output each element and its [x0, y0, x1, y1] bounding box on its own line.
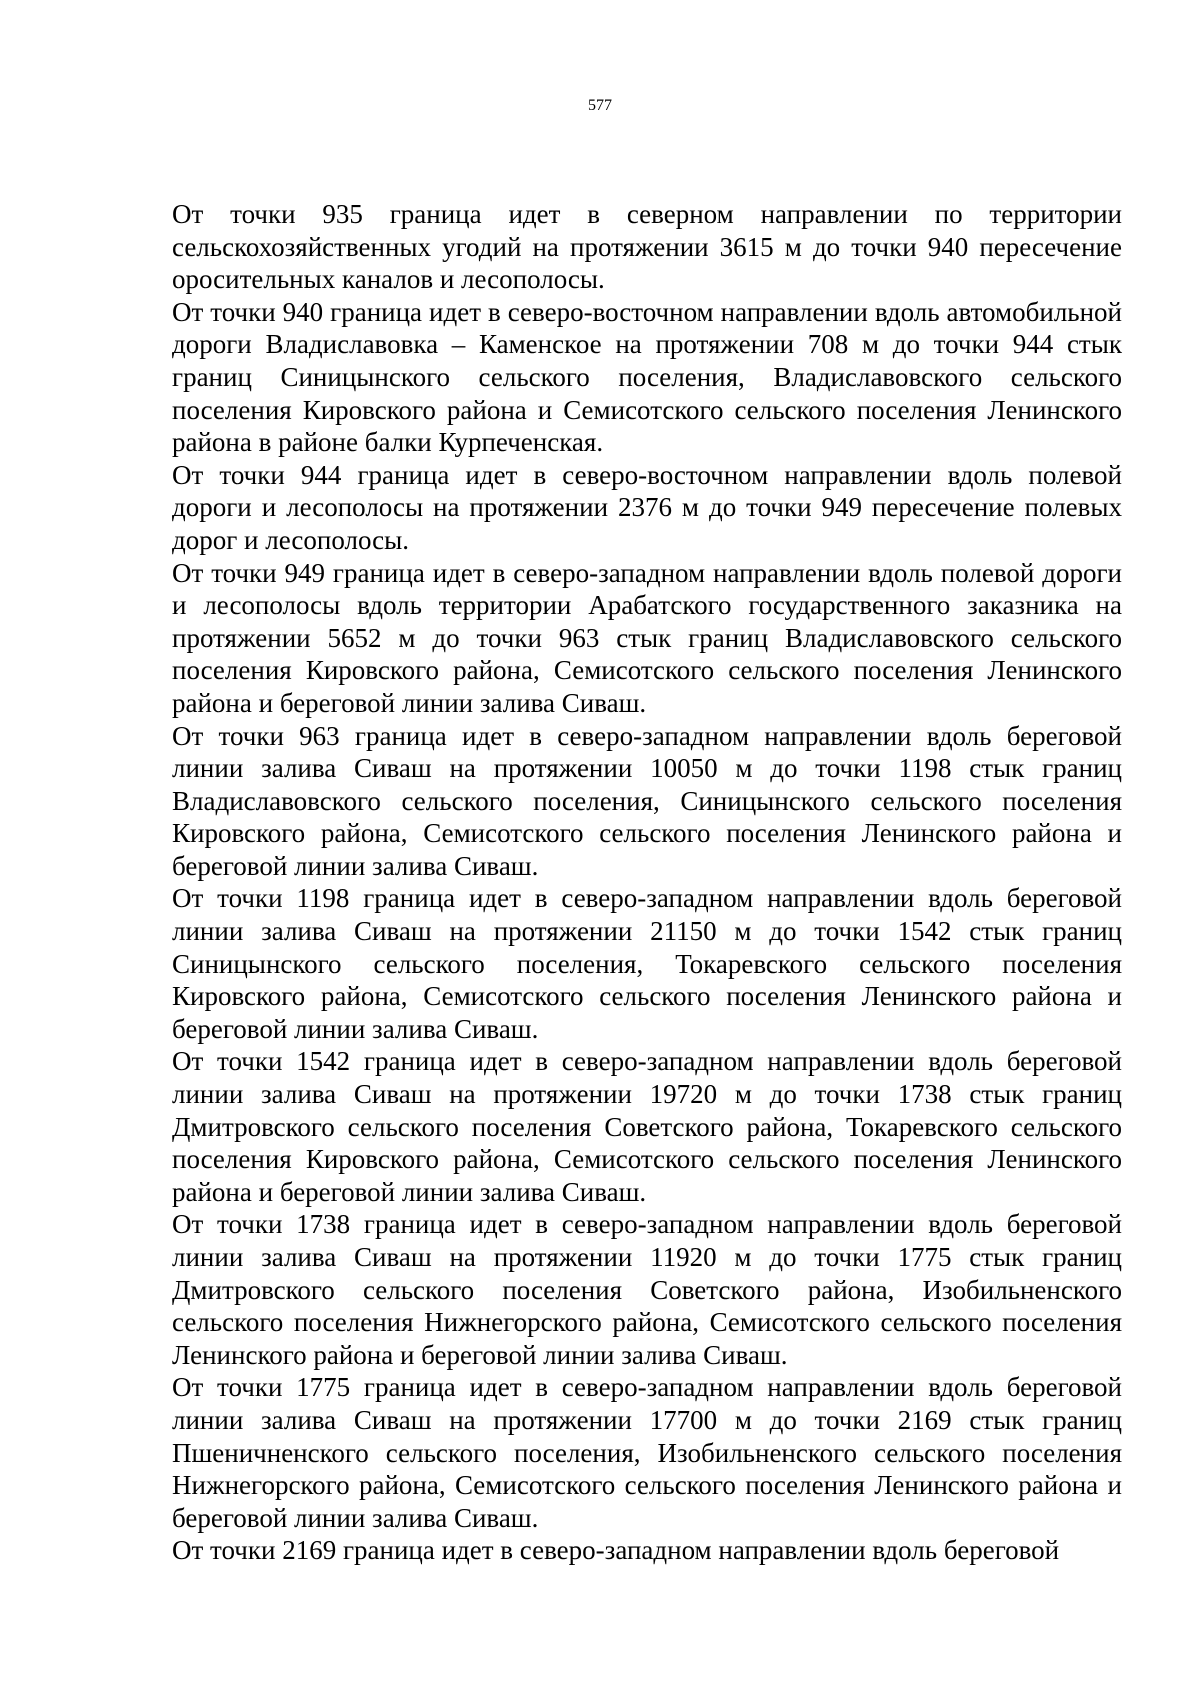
paragraph: От точки 2169 граница идет в северо-западном направлении вдоль береговой [172, 1535, 1060, 1566]
paragraph: От точки 935 граница идет в северном направлении по территории сельскохозяйственных угодий на протяжении 3615 м до точки 940 пересечение оросительных каналов и лесополосы. [172, 199, 1122, 295]
paragraph: От точки 1198 граница идет в северо-западном направлении вдоль береговой линии залива Сиваш на протяжении 21150 м до точки 1542 стык границ Синицынского сельского поселения, Токаревского сельского поселения Кировского района, Семисотского сельского поселения Ленинского района и береговой линии залива Сиваш. [172, 883, 1122, 1044]
paragraph: От точки 1738 граница идет в северо-западном направлении вдоль береговой линии залива Сиваш на протяжении 11920 м до точки 1775 стык границ Дмитровского сельского поселения Советского района, Изобильненского сельского поселения Нижнегорского района, Семисотского сельского поселения Ленинского района и береговой линии залива Сиваш. [172, 1209, 1122, 1370]
paragraph: От точки 1775 граница идет в северо-западном направлении вдоль береговой линии залива Сиваш на протяжении 17700 м до точки 2169 стык границ Пшеничненского сельского поселения, Изобильненского сельского поселения Нижнегорского района, Семисотского сельского поселения Ленинского района и береговой линии залива Сиваш. [172, 1372, 1122, 1533]
paragraph: От точки 963 граница идет в северо-западном направлении вдоль береговой линии залива Сиваш на протяжении 10050 м до точки 1198 стык границ Владиславовского сельского поселения, Синицынского сельского поселения Кировского района, Семисотского сельского поселения Ленинского района и береговой линии залива Сиваш. [172, 720, 1122, 881]
paragraph: От точки 949 граница идет в северо-западном направлении вдоль полевой дороги и лесополосы вдоль территории Арабатского государственного заказника на протяжении 5652 м до точки 963 стык границ Владиславовского сельского поселения Кировского района, Семисотского сельского поселения Ленинского района и береговой линии залива Сиваш. [172, 557, 1122, 718]
paragraph: От точки 1542 граница идет в северо-западном направлении вдоль береговой линии залива Сиваш на протяжении 19720 м до точки 1738 стык границ Дмитровского сельского поселения Советского района, Токаревского сельского поселения Кировского района, Семисотского сельского поселения Ленинского района и береговой линии залива Сиваш. [172, 1046, 1122, 1207]
paragraph: От точки 940 граница идет в северо-восточном направлении вдоль автомобильной дороги Владиславовка – Каменское на протяжении 708 м до точки 944 стык границ Синицынского сельского поселения, Владиславовского сельского поселения Кировского района и Семисотского сельского поселения Ленинского района в районе балки Курпеченская. [172, 296, 1122, 458]
paragraph: От точки 944 граница идет в северо-восточном направлении вдоль полевой дороги и лесополосы на протяжении 2376 м до точки 949 пересечение полевых дорог и лесополосы. [172, 459, 1122, 555]
page-number: 577 [588, 97, 612, 114]
body-text [172, 198, 1122, 1567]
